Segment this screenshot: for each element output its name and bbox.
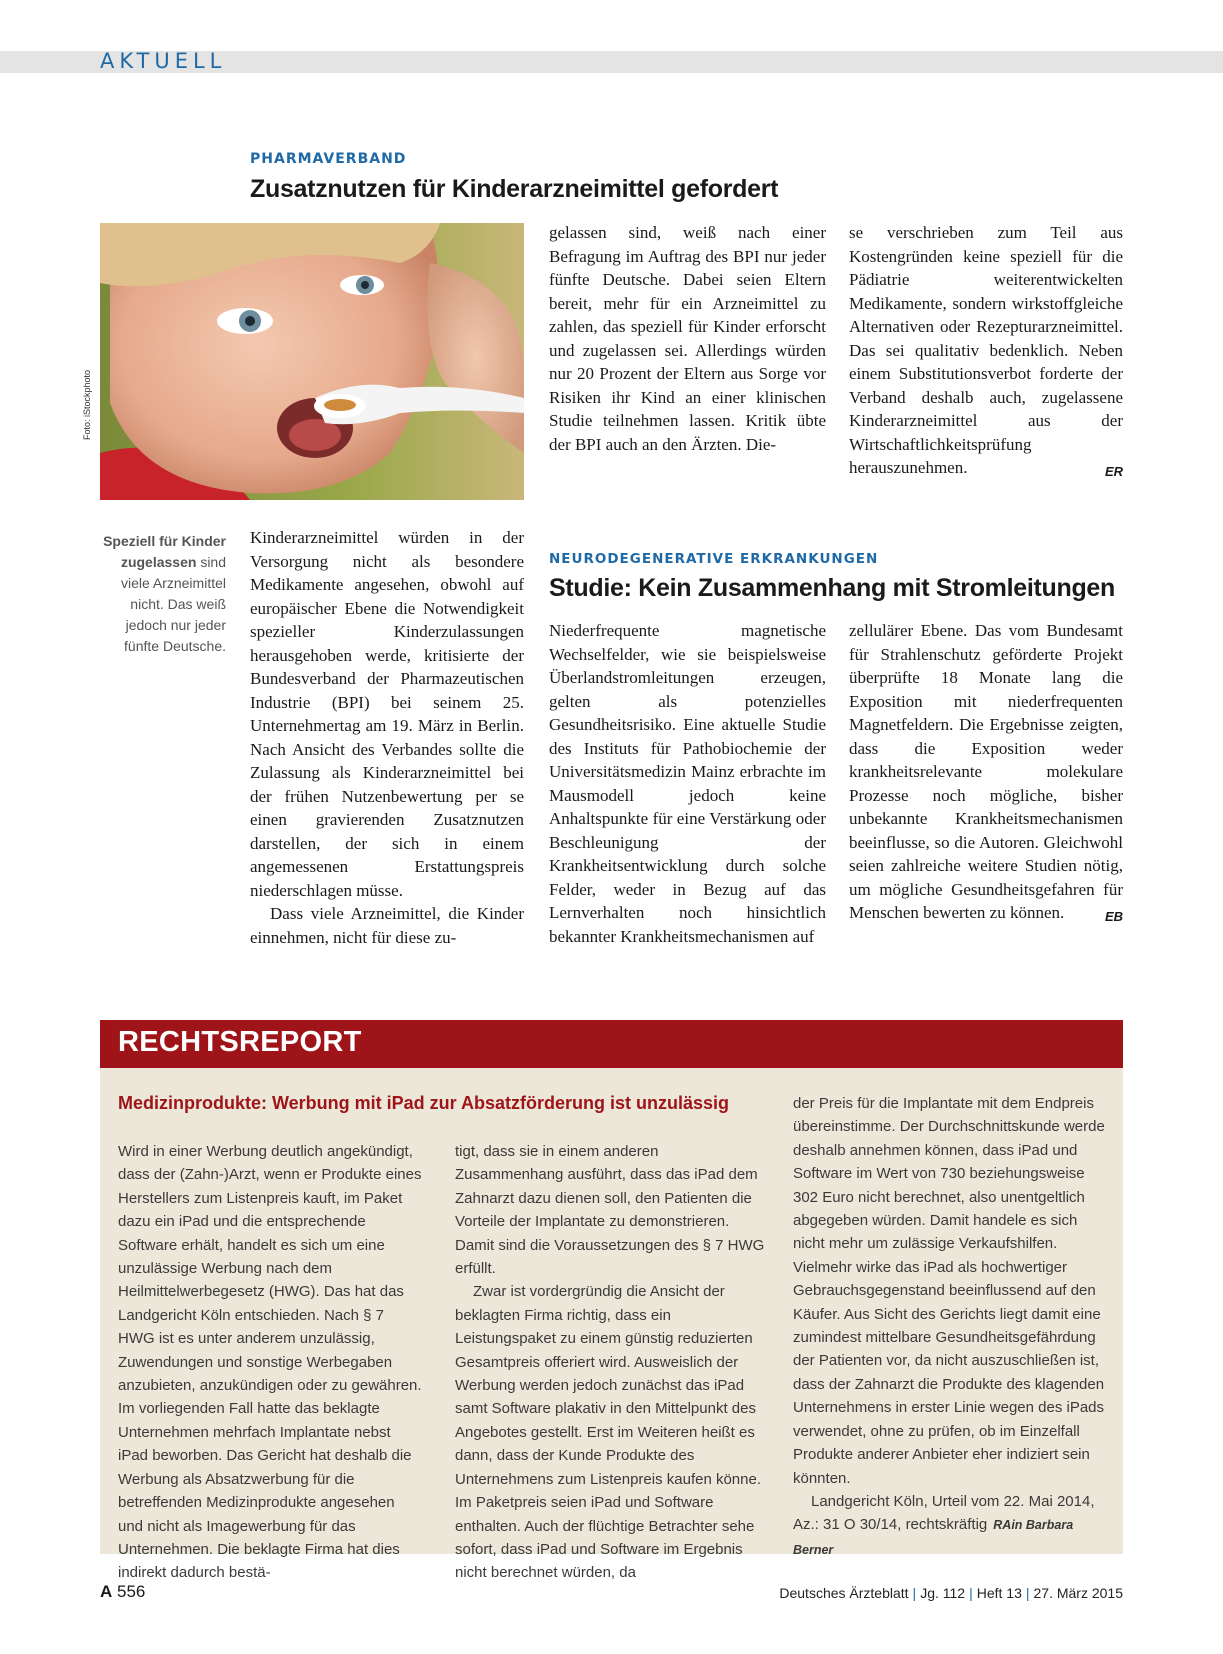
article1-column-1 (250, 526, 524, 949)
rechtsreport-column-2 (455, 1140, 767, 1585)
article1-column-2 (549, 221, 826, 456)
caption-lead: Speziell für Kinder zugelassen (103, 533, 226, 570)
footer-journal: Deutsches Ärzteblatt (779, 1585, 909, 1601)
article1-column-3 (849, 221, 1123, 484)
rechtsreport-citation: Landgericht Köln, Urteil vom 22. Mai 2014, Az.: 31 O 30/14, rechtskräftig (793, 1492, 1095, 1534)
article1-kicker: PHARMAVERBAND (250, 151, 407, 167)
footer-date: 27. März 2015 (1033, 1585, 1123, 1601)
footer-issue: Heft 13 (976, 1585, 1022, 1601)
page-number (100, 1582, 145, 1602)
article2-kicker: NEURODEGENERATIVE ERKRANKUNGEN (549, 551, 879, 567)
section-label: AKTUELL (100, 49, 227, 73)
photo-caption (96, 531, 226, 657)
rechtsreport-col3-para1: der Preis für die Implantate mit dem Endpreis übereinstimme. Der Durchschnittskunde werde deshalb annehmen können, dass iPad und Software im Wert von 730 beziehungsweise 302 Euro nicht berechnet, also unentgeltlich abgegeben würden. Damit handele es sich nicht mehr um zulässige Verkaufshilfen. Vielmehr wirke das iPad als hochwertiger Gebrauchsgegenstand beeinflussend auf den Käufer. Aus Sicht des Gerichts liegt damit eine zumindest mittelbare Gesundheitsgefährdung der Patienten vor, da nicht auszuschließen ist, dass der Zahnarzt die Produkte des klagenden Unternehmens in erster Linie wegen des iPads verwendet, ohne zu prüfen, ob im Einzelfall Produkte anderer Anbieter eher indiziert sein könnten. (793, 1095, 1105, 1487)
rechtsreport-col2-para1: tigt, dass sie in einem anderen Zusammenhang ausführt, dass das iPad dem Zahnarzt dazu dienen soll, den Patienten die Vorteile der Implantate zu demonstrieren. Damit sind die Voraussetzungen des § 7 HWG erfüllt. (455, 1143, 765, 1278)
rechtsreport-col1-text: Wird in einer Werbung deutlich angekündigt, dass der (Zahn-)Arzt, wenn er Produkte eines Herstellers zum Listenpreis kauft, im Paket dazu ein iPad und die entsprechende Software erhält, handelt es sich um eine unzulässige Werbung nach dem Heilmittelwerbegesetz (HWG). Das hat das Landgericht Köln entschieden. Nach § 7 HWG ist es unter anderem unzulässig, Zuwendungen und sonstige Werbegaben anzubieten, anzukündigen oder zu gewähren. Im vorliegenden Fall hatte das beklagte Unternehmen mehrfach Implantate nebst iPad beworben. Das Gericht hat deshalb die Werbung als Absatzwerbung für die betreffenden Medizinprodukte angesehen und nicht als Imagewerbung für das Unternehmen. Die beklagte Firma hat dies indirekt dadurch bestä- (118, 1143, 422, 1582)
photo-credit: Foto: iStockphoto (82, 369, 92, 440)
page-prefix: A (100, 1582, 113, 1601)
caption-text: sind viele Arzneimittel nicht. Das weiß jedoch nur jeder fünfte Deutsche. (120, 554, 226, 654)
rechtsreport-title: RECHTSREPORT (118, 1026, 362, 1058)
article2-col1-text: Niederfrequente magnetische Wechselfelder, wie sie beispielsweise Überlandstromleitungen erzeugen, gelten als potenzielles Gesundheitsrisiko. Eine aktuelle Studie des Instituts für Pathobiochemie der Universitätsmedizin Mainz erbrachte im Mausmodell jedoch keine Anhaltspunkte für eine Verstärkung oder Beschleunigung der Krankheitsentwicklung durch solche Felder, weder in Bezug auf das Lernverhalten noch hinsichtlich bekannter Krankheitsmechanismen auf (549, 621, 826, 946)
article1-col3-text: se verschrieben zum Teil aus Kostengründen keine speziell für die Pädiatrie weiterentwickelten Medikamente, sondern wirkstoffgleiche Alternativen oder Rezepturarzneimittel. Das sei qualitativ bedenklich. Neben einem Substitutionsverbot forderte der Verband deshalb auch, zugelassene Kinderarzneimittel aus der Wirtschaftlichkeitsprüfung herauszunehmen. (849, 223, 1123, 477)
article2-column-2 (849, 619, 1123, 929)
footer-info: Deutsches Ärzteblatt | Jg. 112 | Heft 13 | 27. März 2015 (779, 1585, 1123, 1601)
child-spoon-photo (100, 223, 524, 500)
article1-col2-text: gelassen sind, weiß nach einer Befragung im Auftrag des BPI nur jeder fünfte Deutsche. Dabei seien Eltern bereit, mehr für ein Arzneimittel zu zahlen, das speziell für Kinder erforscht und zugelassen sei. Allerdings würden nur 20 Prozent der Eltern aus Sorge vor Risiken ihr Kind an einer klinischen Studie teilnehmen lassen. Kritik übte der BPI auch an den Ärzten. Die- (549, 223, 826, 454)
article1-author: ER (1104, 464, 1123, 479)
article1-col1-para2: Dass viele Arzneimittel, die Kinder einnehmen, nicht für diese zu- (250, 904, 524, 947)
footer-volume: Jg. 112 (920, 1585, 966, 1601)
article2-column-1 (549, 619, 826, 948)
rechtsreport-author: RAin Barbara Berner (793, 1518, 1074, 1557)
rechtsreport-col2-para2: Zwar ist vordergründig die Ansicht der beklagten Firma richtig, dass ein Leistungspaket zu einem günstig reduzierten Gesamtpreis offeriert wird. Ausweislich der Werbung werden jedoch zunächst das iPad samt Software plakativ in den Mittelpunkt des Angebotes gestellt. Erst im Weiteren heißt es dann, dass der Kunde Produkte des Unternehmens zum Listenpreis kaufen könne. Im Paketpreis seien iPad und Software enthalten. Auch der flüchtige Betrachter sehe sofort, dass iPad und Software im Ergebnis nicht berechnet würden, da (455, 1283, 762, 1582)
rechtsreport-heading: Medizinprodukte: Werbung mit iPad zur Absatzförderung ist unzulässig (118, 1093, 730, 1113)
article2-col2-text: zellulärer Ebene. Das vom Bundesamt für Strahlenschutz geförderte Projekt überprüfte 18 Monate lang die Exposition mit niederfrequenten Magnetfeldern. Die Ergebnisse zeigten, dass die Exposition weder krankheitsrelevante molekulare Prozesse noch mögliche, bisher unbekannte Krankheitsmechanismen beeinflusse, so die Autoren. Gleichwohl seien zahlreiche weitere Studien nötig, um mögliche Gesundheitsgefahren für Menschen bewerten zu können. (849, 621, 1123, 922)
page-number-value: 556 (117, 1582, 146, 1601)
article2-title: Studie: Kein Zusammenhang mit Stromleitungen (549, 574, 1116, 602)
article1-photo (100, 223, 524, 500)
rechtsreport-column-3 (793, 1092, 1111, 1562)
article1-title: Zusatznutzen für Kinderarzneimittel gefordert (250, 175, 779, 203)
article2-author: EB (1104, 909, 1123, 924)
rechtsreport-column-1 (118, 1140, 422, 1585)
article1-col1-para1: Kinderarzneimittel würden in der Versorgung nicht als besondere Medikamente angesehen, obwohl auf europäischer Ebene die Notwendigkeit spezieller Kinderzulassungen herausgehoben werde, kritisierte der Bundesverband der Pharmazeutischen Industrie (BPI) bei seinem 25. Unternehmertag am 19. März in Berlin. Nach Ansicht des Verbandes sollte die Zulassung als Kinderarzneimittel bei der frühen Nutzenbewertung per se einen gravierenden Zusatznutzen darstellen, der sich in einem angemessenen Erstattungspreis niederschlagen müsse. (250, 528, 524, 900)
